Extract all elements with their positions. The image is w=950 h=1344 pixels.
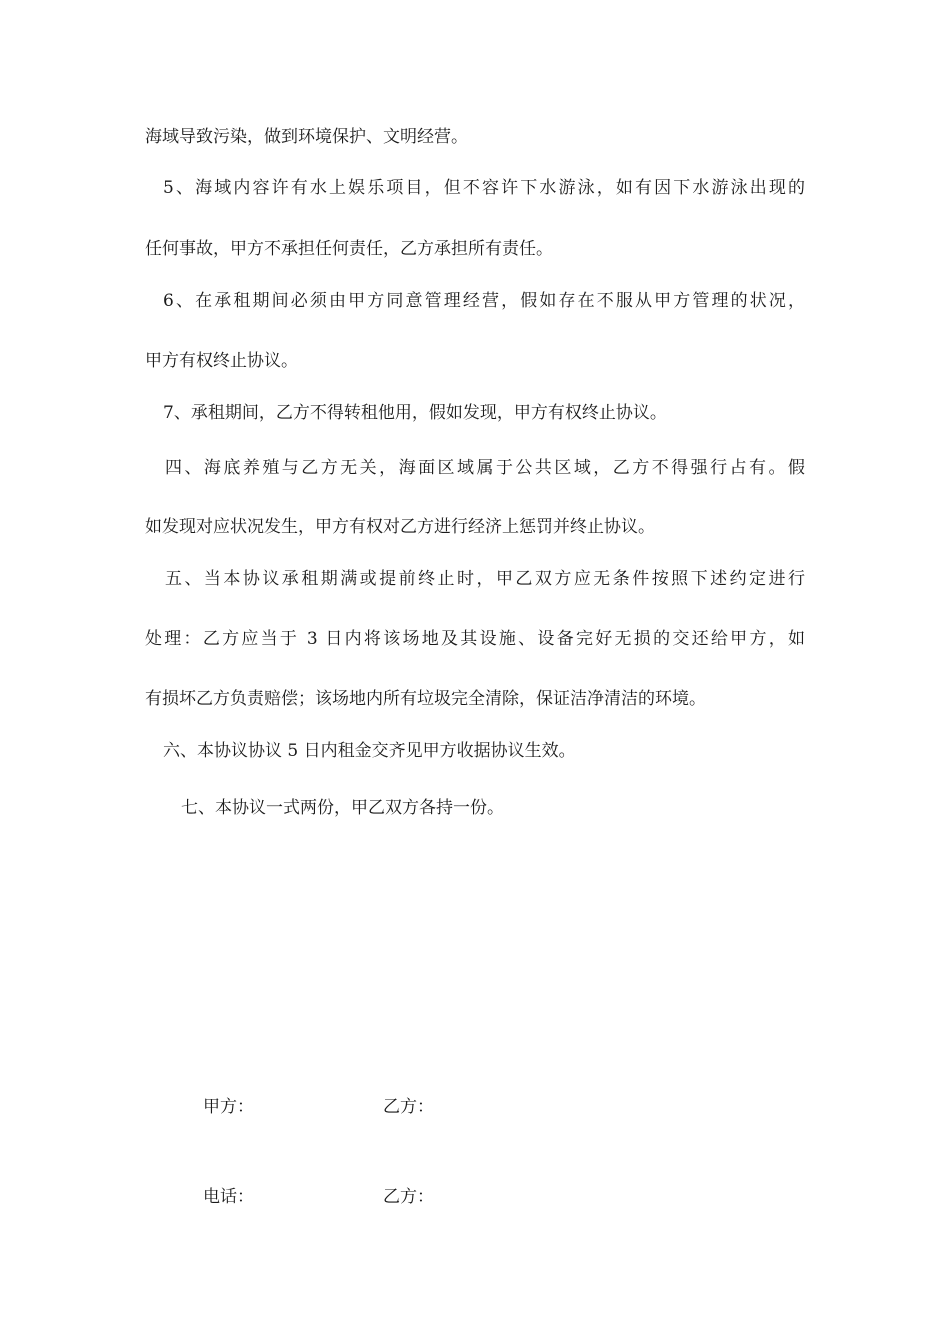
clause-four-line-2: 如发现对应状况发生，甲方有权对乙方进行经济上惩罚并终止协议。 xyxy=(145,517,655,537)
phone-label: 电话： xyxy=(203,1187,254,1207)
clause-four-line-1: 四、海底养殖与乙方无关，海面区域属于公共区域，乙方不得强行占有。假 xyxy=(165,458,805,478)
party-a-label: 甲方： xyxy=(203,1097,254,1117)
clause-seven: 七、本协议一式两份，甲乙双方各持一份。 xyxy=(181,798,504,818)
body-line-1: 海域导致污染，做到环境保护、文明经营。 xyxy=(145,127,468,147)
party-b-label-second: 乙方： xyxy=(383,1187,434,1207)
clause-6-line-1: 6、在承租期间必须由甲方同意管理经营，假如存在不服从甲方管理的状况， xyxy=(163,291,805,311)
clause-7: 7、承租期间，乙方不得转租他用，假如发现，甲方有权终止协议。 xyxy=(163,403,667,423)
clause-five-line-3: 有损坏乙方负责赔偿；该场地内所有垃圾完全清除，保证洁净清洁的环境。 xyxy=(145,689,706,709)
clause-5-line-1: 5、海域内容许有水上娱乐项目，但不容许下水游泳，如有因下水游泳出现的 xyxy=(163,178,805,198)
party-b-label: 乙方： xyxy=(383,1097,434,1117)
clause-six: 六、本协议协议 5 日内租金交齐见甲方收据协议生效。 xyxy=(163,741,576,761)
clause-five-line-2: 处理：乙方应当于 3 日内将该场地及其设施、设备完好无损的交还给甲方，如 xyxy=(145,629,805,649)
clause-5-line-2: 任何事故，甲方不承担任何责任，乙方承担所有责任。 xyxy=(145,239,553,259)
clause-6-line-2: 甲方有权终止协议。 xyxy=(145,351,298,371)
clause-five-line-1: 五、当本协议承租期满或提前终止时，甲乙双方应无条件按照下述约定进行 xyxy=(165,569,805,589)
